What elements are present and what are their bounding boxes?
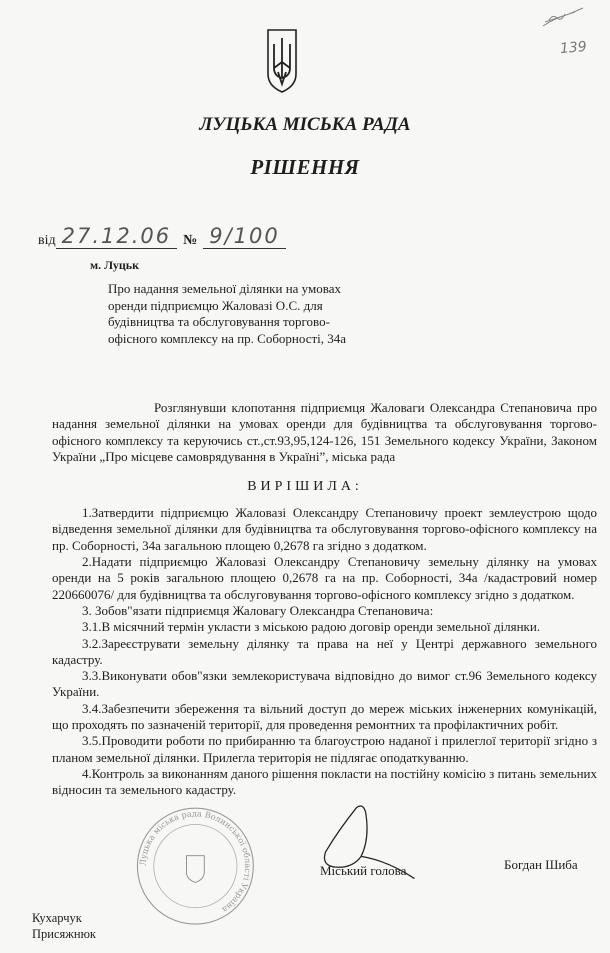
decision-item: 3.4.Забезпечити збереження та вільний доступ до мереж міських інженерних комунікацій, що проходять по зазначеній території, для проведення ремонтних та профілактичних робіт. bbox=[52, 700, 597, 733]
stamp-text: Луцька міська рада Волинської області Україна bbox=[137, 807, 254, 915]
decision-item: 3.3.Виконувати обов"язки землекористувача відповідно до вимог ст.96 Земельного кодексу України. bbox=[52, 668, 597, 700]
decision-item: 3.2.Зареєструвати земельну ділянку та права на неї у Центрі державного земельного кадастру. bbox=[52, 635, 597, 667]
decision-item: 3.5.Проводити роботи по прибиранню та благоустрою наданої і прилеглої території згідно з планом земельної ділянки. Прилегла територія не підлягає оподаткуванню. bbox=[52, 733, 597, 765]
crossed-out-page-number-mark bbox=[535, 4, 595, 30]
decision-item: 2.Надати підприємцю Жаловазі Олександру Степановичу земельну ділянку на умовах оренди на 5 років загальною площею 0,2678 га на пр. Соборності, 34а /кадастровий номер 220660076/ для будівництва та обслуговування торгово-офісного комплексу згідно з додатком. bbox=[52, 554, 597, 602]
decision-date: 27.12.06 bbox=[56, 224, 178, 249]
coat-of-arms-trident-icon bbox=[266, 28, 298, 94]
number-sign: № bbox=[183, 233, 198, 248]
executor-name: Присяжнюк bbox=[32, 926, 97, 941]
decision-item: 3. Зобов"язати підприємця Жаловагу Олександра Степановича: bbox=[82, 602, 434, 618]
decision-item: 3.1.В місячний термін укласти з міською радою договір оренди земельної ділянки. bbox=[82, 619, 541, 635]
subject-line: Про надання земельної ділянки на умовах bbox=[108, 281, 341, 296]
date-prefix: від bbox=[38, 233, 56, 248]
council-name: ЛУЦЬКА МІСЬКА РАДА bbox=[199, 114, 411, 135]
subject-line: будівництва та обслуговування торгово- bbox=[108, 314, 330, 329]
official-stamp bbox=[130, 803, 260, 927]
date-number-line bbox=[38, 224, 286, 249]
document-type-title: РІШЕННЯ bbox=[250, 155, 360, 179]
decision-items bbox=[52, 505, 597, 798]
decision-subject bbox=[108, 281, 346, 347]
preamble-text: Розглянувши клопотання підприємця Жаловаги Олександра Степановича про надання земельної ділянки на умовах оренди для будівництва та обслуговування торгово-офісного комплексу та керуючись ст.,ст.93,95,124-126, 151 Земельного кодексу України, Законом України „Про місцеве самоврядування в Україні”, міська рада bbox=[52, 400, 597, 464]
resolved-heading: ВИРІШИЛА: bbox=[247, 479, 363, 495]
archive-page-number: 139 bbox=[559, 38, 588, 58]
preamble bbox=[52, 400, 597, 465]
subject-line: офісного комплексу на пр. Соборності, 34а bbox=[108, 330, 347, 346]
decision-item: 4.Контроль за виконанням даного рішення покласти на постійну комісію з питань земельних відносин та земельного кадастру. bbox=[52, 765, 597, 798]
decision-number: 9/100 bbox=[203, 224, 286, 249]
document-body bbox=[32, 400, 597, 953]
decision-item: 1.Затвердити підприємцю Жаловазі Олександру Степановичу проект землеустрою щодо відведення земельної ділянки для будівництва та обслуговування торгово-офісного комплексу на пр. Соборності, 34а загальною площею 0,2678 га згідно з додатком. bbox=[52, 505, 597, 553]
city-label: м. Луцьк bbox=[90, 258, 139, 272]
subject-line: оренди підприємцю Жаловазі О.С. для bbox=[108, 297, 323, 313]
signature-block bbox=[32, 803, 597, 953]
executor-name: Кухарчук bbox=[32, 910, 82, 925]
signatory-name: Богдан Шиба bbox=[504, 856, 578, 872]
signatory-title: Міський голова bbox=[320, 862, 407, 878]
